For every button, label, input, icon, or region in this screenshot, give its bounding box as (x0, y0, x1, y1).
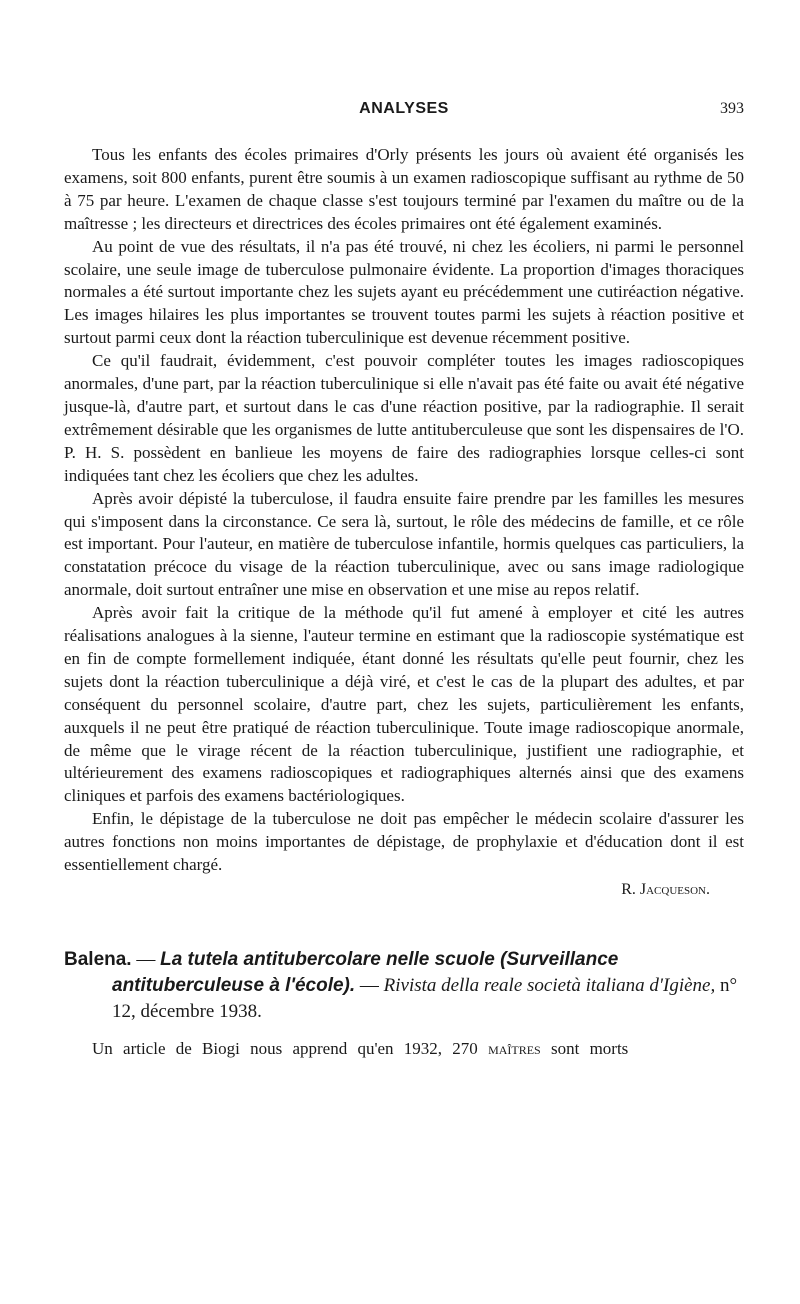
citation-dash: — (355, 975, 384, 996)
signature-name: Jacqueson. (639, 881, 710, 898)
bibliographic-citation (64, 947, 744, 1025)
closing-text-line (64, 1037, 744, 1060)
citation-title: La tutela antitubercolare nelle scuole (Surveillance antituberculeuse à l'école). (112, 949, 619, 996)
running-header (64, 100, 744, 126)
section-title: ANALYSES (359, 100, 449, 117)
article-body (64, 144, 744, 877)
paragraph: Enfin, le dépistage de la tuberculose ne doit pas empêcher le médecin scolaire d'assurer les autres fonctions non moins importantes de dépistage, de prophylaxie et d'éducation dont il est essentiellement chargé. (64, 809, 744, 875)
signature-initial: R. (621, 881, 636, 898)
paragraph: Après avoir dépisté la tuberculose, il faudra ensuite faire prendre par les familles les mesures qui s'imposent dans la circonstance. Ce sera là, surtout, le rôle des médecins de famille, et ce rôle est important. Pour l'auteur, en matière de tuberculose infantile, hormis quelques cas particuliers, la constatation précoce du visage de la réaction tuberculinique, avec ou sans image radiologique anormale, doit surtout entraîner une mise en observation et une mise au repos relatif. (64, 488, 744, 600)
page-number: 393 (720, 100, 744, 117)
citation-dash: — (131, 949, 161, 970)
document-page (64, 100, 744, 1060)
citation-journal: Rivista della reale società italiana d'Igiène, (383, 975, 716, 996)
paragraph: Tous les enfants des écoles primaires d'Orly présents les jours où avaient été organisés les examens, soit 800 enfants, purent être soumis à un examen radioscopique suffisant au rythme de 50 à 75 par heure. L'examen de chaque classe s'est toujours terminé par l'examen du maître ou de la maîtresse ; les directeurs et directrices des écoles primaires ont été également examinés. (64, 145, 744, 233)
closing-text-end: sont morts (550, 1039, 629, 1058)
paragraph: Au point de vue des résultats, il n'a pas été trouvé, ni chez les écoliers, ni parmi le personnel scolaire, une seule image de tuberculose pulmonaire évidente. La proportion d'images thoraciques normales a été surtout importante chez les sujets ayant eu précédemment une cutiréaction négative. Les images hilaires les plus importantes se trouvent toutes parmi les sujets à réaction positive et surtout parmi ceux dont la réaction tuberculinique est devenue récemment positive. (64, 236, 744, 348)
closing-text-smallcaps: maîtres (488, 1039, 541, 1058)
citation-issue: n° 12, décembre 1938. (112, 975, 738, 1022)
paragraph: Ce qu'il faudrait, évidemment, c'est pouvoir compléter toutes les images radioscopiques anormales, d'une part, par la réaction tuberculinique si elle n'avait pas été faite ou avait été négative jusque-là, d'autre part, et surtout dans le cas d'une réaction positive, par la radiographie. Il serait extrêmement désirable que les organismes de lutte antituberculeuse que sont les dispensaires de l'O. P. H. S. possèdent en banlieue les moyens de faire des radiographies lorsque celles-ci sont indiquées tant chez les écoliers que chez les adultes. (64, 351, 744, 485)
paragraph: Après avoir fait la critique de la méthode qu'il fut amené à employer et cité les autres réalisations analogues à la sienne, l'auteur termine en estimant que la radioscopie systématique est en fin de compte formellement indiquée, étant donné les résultats qu'elle peut fournir, chez les sujets dont la réaction tuberculinique a déjà viré, et c'est le cas de la plupart des adultes, et par conséquent du personnel scolaire, d'autre part, chez les sujets, particulièrement les enfants, auxquels il ne peut être pratiqué de réaction tuberculinique. Toute image radioscopique anormale, de même que le virage récent de la réaction tuberculinique, justifient une radiographie, et ultérieurement des examens radioscopiques et radiographiques alternés ainsi que des examens cliniques et parfois des examens bactériologiques. (64, 603, 744, 806)
author-signature (64, 877, 744, 903)
citation-author: Balena. (64, 949, 132, 970)
closing-text-start: Un article de Biogi nous apprend qu'en 1932, 270 (92, 1039, 478, 1058)
